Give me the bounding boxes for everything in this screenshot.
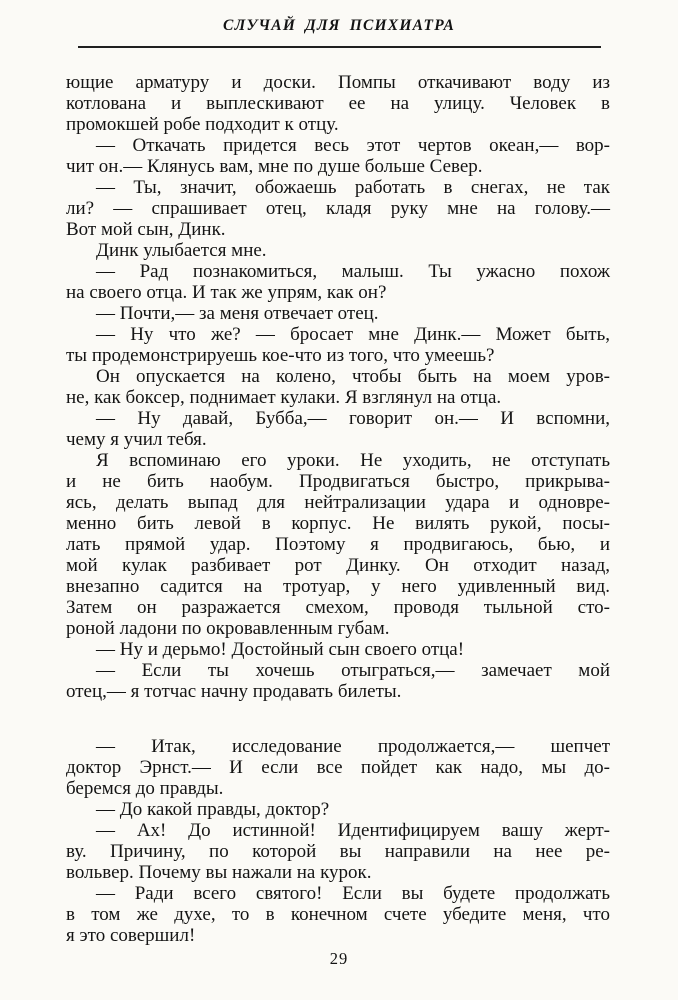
paragraph xyxy=(66,883,610,946)
paragraph xyxy=(66,450,610,639)
text-line: ющие арматуру и доски. Помпы откачивают воду из xyxy=(66,72,610,93)
text-line: чему я учил тебя. xyxy=(66,429,207,450)
text-line: — Ну давай, Бубба,— говорит он.— И вспомни, xyxy=(96,408,610,429)
text-line: беремся до правды. xyxy=(66,778,224,799)
text-line: — Ты, значит, обожаешь работать в снегах, не так xyxy=(96,177,610,198)
text-line: Затем он разражается смехом, проводя тыльной сто- xyxy=(66,597,610,618)
paragraph xyxy=(66,639,610,660)
paragraph xyxy=(66,261,610,303)
text-line: — Если ты хочешь отыграться,— замечает мой xyxy=(96,660,610,681)
text-line: котлована и выплескивают ее на улицу. Человек в xyxy=(66,93,610,114)
paragraph xyxy=(66,135,610,177)
text-line: и не бить наобум. Продвигаться быстро, прикрыва- xyxy=(66,471,610,492)
paragraph xyxy=(66,736,610,799)
text-line: роной ладони по окровавленным губам. xyxy=(66,618,390,639)
text-line: Вот мой сын, Динк. xyxy=(66,219,226,240)
header-rule xyxy=(78,46,601,48)
text-section xyxy=(66,736,610,946)
text-line: на своего отца. И так же упрям, как он? xyxy=(66,282,387,303)
text-line: Он опускается на колено, чтобы быть на моем уров- xyxy=(96,366,610,387)
paragraph xyxy=(66,660,610,702)
text-line: — Ради всего святого! Если вы будете продолжать xyxy=(96,883,610,904)
paragraph xyxy=(66,240,610,261)
text-line: промокшей робе подходит к отцу. xyxy=(66,114,339,135)
text-line: ты продемонстрируешь кое-что из того, что умеешь? xyxy=(66,345,495,366)
text-line: отец,— я тотчас начну продавать билеты. xyxy=(66,681,402,702)
text-line: — Итак, исследование продолжается,— шепчет xyxy=(96,736,610,757)
text-line: не, как боксер, поднимает кулаки. Я взглянул на отца. xyxy=(66,387,502,408)
text-line: ву. Причину, по которой вы направили на нее ре- xyxy=(66,841,610,862)
text-line: ли? — спрашивает отец, кладя руку мне на голову.— xyxy=(66,198,610,219)
running-header-title: СЛУЧАЙ ДЛЯ ПСИХИАТРА xyxy=(222,17,456,34)
text-line: — Ну и дерьмо! Достойный сын своего отца! xyxy=(96,639,465,660)
text-section xyxy=(66,72,610,702)
paragraph xyxy=(66,72,610,135)
paragraph xyxy=(66,820,610,883)
text-line: мой кулак разбивает рот Динку. Он отходит назад, xyxy=(66,555,610,576)
paragraph xyxy=(66,177,610,240)
text-line: — Откачать придется весь этот чертов океан,— вор- xyxy=(96,135,610,156)
paragraph xyxy=(66,366,610,408)
text-column xyxy=(66,72,610,946)
text-line: вольвер. Почему вы нажали на курок. xyxy=(66,862,372,883)
text-line: — Почти,— за меня отвечает отец. xyxy=(96,303,379,324)
running-header xyxy=(0,17,678,35)
text-line: менно бить левой в корпус. Не вилять рукой, посы- xyxy=(66,513,610,534)
text-line: в том же духе, то в конечном счете убедите меня, что xyxy=(66,904,610,925)
text-line: — Ну что же? — бросает мне Динк.— Может быть, xyxy=(96,324,610,345)
paragraph xyxy=(66,303,610,324)
text-line: доктор Эрнст.— И если все пойдет как надо, мы до- xyxy=(66,757,610,778)
paragraph xyxy=(66,408,610,450)
text-line: ясь, делать выпад для нейтрализации удара и одновре- xyxy=(66,492,610,513)
text-line: — До какой правды, доктор? xyxy=(96,799,330,820)
text-line: — Ах! До истинной! Идентифицируем вашу жерт- xyxy=(96,820,610,841)
text-line: внезапно садится на тротуар, у него удивленный вид. xyxy=(66,576,610,597)
text-line: я это совершил! xyxy=(66,925,196,946)
paragraph xyxy=(66,799,610,820)
text-line: Динк улыбается мне. xyxy=(96,240,267,261)
text-line: Я вспоминаю его уроки. Не уходить, не отступать xyxy=(96,450,610,471)
text-line: лать прямой удар. Поэтому я продвигаюсь, бью, и xyxy=(66,534,610,555)
text-line: чит он.— Клянусь вам, мне по душе больше Север. xyxy=(66,156,483,177)
text-line: — Рад познакомиться, малыш. Ты ужасно похож xyxy=(96,261,610,282)
paragraph xyxy=(66,324,610,366)
page-number: 29 xyxy=(329,949,349,968)
